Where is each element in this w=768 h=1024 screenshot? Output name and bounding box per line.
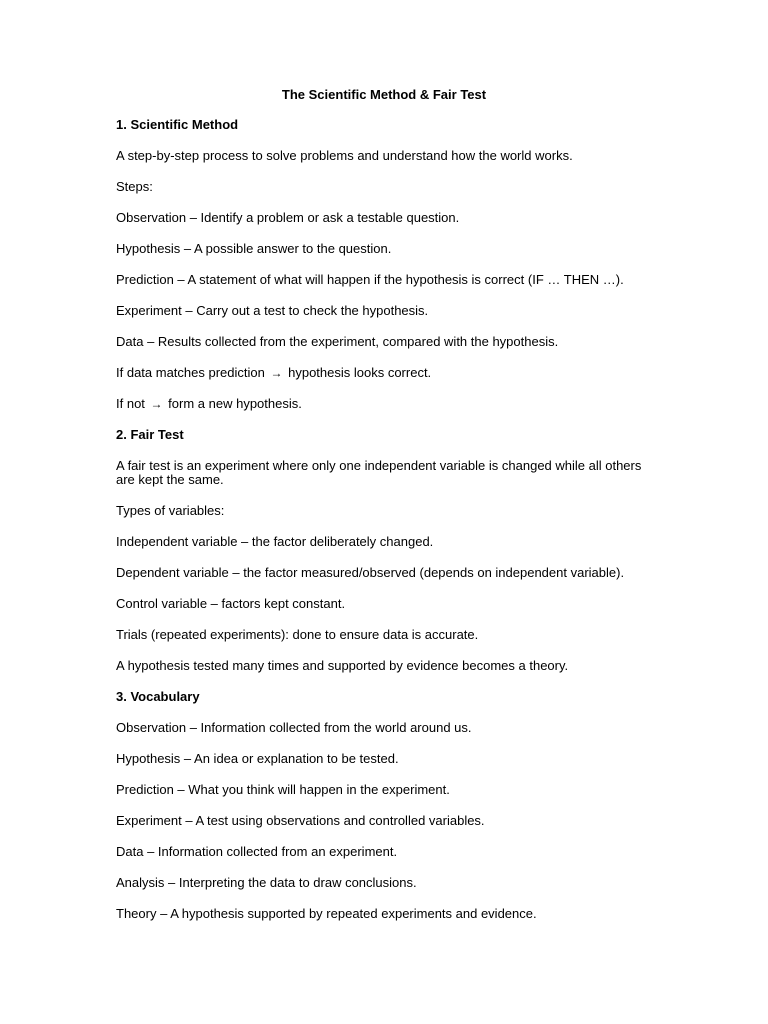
arrow-right-icon: → <box>150 397 163 411</box>
vocab-experiment: Experiment – A test using observations and controlled variables. <box>116 813 485 828</box>
vocab-hypothesis: Hypothesis – An idea or explanation to be tested. <box>116 751 399 766</box>
step-observation: Observation – Identify a problem or ask a testable question. <box>116 210 460 225</box>
steps-label: Steps: <box>116 179 153 194</box>
document-page <box>116 0 656 1024</box>
scientific-method-intro: A step-by-step process to solve problems and understand how the world works. <box>116 148 573 163</box>
vocab-analysis: Analysis – Interpreting the data to draw conclusions. <box>116 875 417 890</box>
fair-test-intro: A fair test is an experiment where only one independent variable is changed while all others are kept the same. <box>116 458 642 487</box>
vocab-observation: Observation – Information collected from the world around us. <box>116 720 472 735</box>
data-matches-result: hypothesis looks correct. <box>288 365 432 380</box>
data-not-match-line <box>116 397 302 411</box>
vocab-data: Data – Information collected from an experiment. <box>116 844 398 859</box>
step-prediction: Prediction – A statement of what will happen if the hypothesis is correct (IF … THEN …). <box>116 272 624 287</box>
dependent-variable: Dependent variable – the factor measured/observed (depends on independent variable). <box>116 565 625 580</box>
document-title: The Scientific Method & Fair Test <box>281 87 487 102</box>
independent-variable: Independent variable – the factor deliberately changed. <box>116 534 434 549</box>
theory-note: A hypothesis tested many times and supported by evidence becomes a theory. <box>116 658 569 673</box>
step-hypothesis: Hypothesis – A possible answer to the question. <box>116 241 392 256</box>
section-heading-vocabulary: 3. Vocabulary <box>116 689 200 704</box>
control-variable: Control variable – factors kept constant. <box>116 596 346 611</box>
data-not-match-text: If not <box>116 396 145 411</box>
data-not-match-result: form a new hypothesis. <box>168 396 302 411</box>
trials: Trials (repeated experiments): done to ensure data is accurate. <box>116 627 479 642</box>
arrow-right-icon: → <box>270 366 283 380</box>
data-matches-text: If data matches prediction <box>116 365 265 380</box>
step-experiment: Experiment – Carry out a test to check the hypothesis. <box>116 303 429 318</box>
data-matches-line <box>116 366 431 380</box>
section-heading-fair-test: 2. Fair Test <box>116 427 184 442</box>
types-of-variables-label: Types of variables: <box>116 503 225 518</box>
vocab-theory: Theory – A hypothesis supported by repeated experiments and evidence. <box>116 906 537 921</box>
section-heading-scientific-method: 1. Scientific Method <box>116 117 239 132</box>
step-data: Data – Results collected from the experiment, compared with the hypothesis. <box>116 334 559 349</box>
vocab-prediction: Prediction – What you think will happen in the experiment. <box>116 782 450 797</box>
